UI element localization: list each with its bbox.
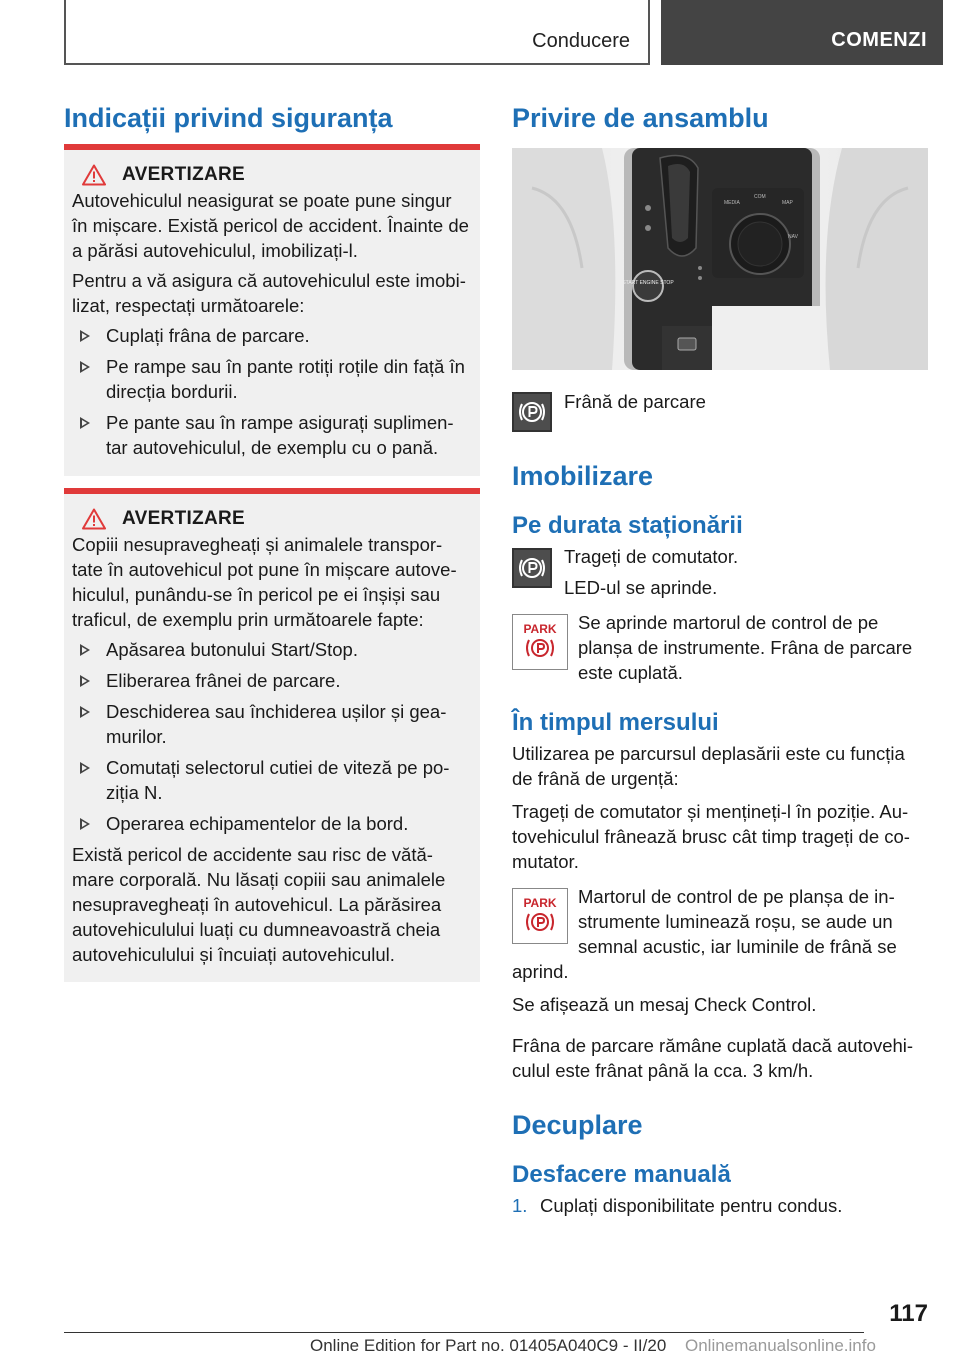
list-item: Pe rampe sau în pante rotiți roțile din față în direcția bordurii.: [72, 354, 472, 404]
stationing-text: LED-ul se aprinde.: [564, 577, 718, 598]
list-item: Deschiderea sau închiderea ușilor și gea-murilor.: [72, 699, 472, 749]
list-item: Comutați selectorul cutiei de viteză pe po-ziția N.: [72, 755, 472, 805]
moving-text: Se afișează un mesaj Check Control.: [512, 994, 817, 1015]
footer-divider: [64, 1332, 864, 1333]
bullet-triangle-icon: [80, 675, 90, 687]
parking-brake-caption: Frână de parcare: [564, 391, 706, 412]
header-chapter-title: COMENZI: [831, 29, 927, 51]
overview-heading: Privire de ansamblu: [512, 103, 769, 133]
right-column: [512, 100, 928, 1218]
manual-release-heading: Desfacere manuală: [512, 1161, 731, 1188]
step-text: Cuplați disponibilitate pentru condus.: [540, 1195, 843, 1216]
stationing-text: Trageți de comutator.: [564, 546, 739, 567]
stationing-heading: Pe durata staționării: [512, 512, 743, 539]
stationing-step: [512, 548, 928, 600]
moving-text: Frâna de parcare rămâne cuplată dacă autovehi-culul este frânat până la cca. 3 km/h.: [512, 1035, 914, 1081]
warning-triangle-icon: [82, 508, 106, 530]
step-item: [512, 1193, 928, 1218]
moving-text: Utilizarea pe parcursul deplasării este cu funcția de frână de urgență:: [512, 743, 905, 789]
list-item: Pe pante sau în rampe asigurați suplimen-tar autovehiculul, de exemplu cu o pană.: [72, 410, 472, 460]
warning-label: AVERTIZARE: [122, 164, 245, 185]
page-number: 117: [889, 1300, 928, 1327]
list-item: Operarea echipamentelor de la bord.: [72, 811, 472, 836]
moving-text: Martorul de control de pe planșa de in-strumente luminează roșu, se aude un semnal acustic, iar luminile de frână se aprind.: [512, 886, 897, 982]
warning-text: Pentru a vă asigura că autovehiculul este imobi-lizat, respectați următoarele:: [72, 270, 466, 316]
parking-brake-icon: [512, 548, 552, 588]
list-item: Cuplați frâna de parcare.: [72, 323, 472, 348]
bullet-list: [72, 323, 472, 460]
bullet-triangle-icon: [80, 417, 90, 429]
warning-box-1: [64, 144, 480, 476]
bullet-triangle-icon: [80, 818, 90, 830]
parking-brake-legend: [512, 392, 928, 432]
parking-brake-icon: [512, 392, 552, 432]
safety-heading: Indicații privind siguranța: [64, 103, 393, 133]
bullet-triangle-icon: [80, 644, 90, 656]
bullet-triangle-icon: [80, 762, 90, 774]
park-indicator-icon: PARK: [512, 614, 568, 670]
header-section-title: Conducere: [532, 30, 630, 52]
warning-text: Există pericol de accidente sau risc de vătă-mare corporală. Nu lăsați copiii sau animalele nesupravegheați în autovehicul. La părăsirea autovehiculului luați cu dumneavoastră cheia autovehiculului și încuiați autovehiculul.: [72, 844, 446, 965]
com-label: COM: [754, 194, 766, 200]
footer-watermark: Onlinemanualsonline.info: [685, 1336, 876, 1355]
warning-box-2: [64, 488, 480, 982]
moving-heading: În timpul mersului: [512, 709, 719, 736]
bullet-triangle-icon: [80, 706, 90, 718]
footer-edition: Online Edition for Part no. 01405A040C9 - II/20: [310, 1336, 667, 1355]
center-console-illustration: [512, 148, 928, 370]
list-item: Apăsarea butonului Start/Stop.: [72, 637, 472, 662]
left-column: [64, 100, 480, 982]
list-item: Eliberarea frânei de parcare.: [72, 668, 472, 693]
warning-text: Autovehiculul neasigurat se poate pune singur în mișcare. Există pericol de accident. Înainte de a părăsi autovehiculul, imobilizați-l.: [72, 190, 469, 261]
immobilisation-heading: Imobilizare: [512, 461, 654, 491]
decouple-heading: Decuplare: [512, 1110, 643, 1140]
header-chapter-tab: [661, 0, 943, 65]
park-indicator-row: [512, 614, 928, 685]
bullet-triangle-icon: [80, 361, 90, 373]
bullet-list: [72, 637, 472, 836]
step-number: 1.: [512, 1195, 528, 1216]
warning-triangle-icon: [82, 164, 106, 186]
start-stop-label: START ENGINE STOP: [622, 280, 674, 286]
bullet-triangle-icon: [80, 330, 90, 342]
moving-text: Trageți de comutator și mențineți-l în poziție. Au-tovehiculul frânează brusc cât timp trageți de co-mutator.: [512, 801, 910, 872]
warning-text: Copiii nesupravegheați și animalele transpor-tate în autovehicul pot pune în mișcare autove-hiculul, punându-se în pericol pe ei înșiși sau traficul, de exemplu prin următoarele fapte:: [72, 534, 457, 630]
media-label: MEDIA: [724, 200, 740, 206]
header-section-box: [64, 0, 650, 65]
nav-label: NAV: [788, 234, 798, 240]
warning-label: AVERTIZARE: [122, 508, 245, 529]
moving-warning-row: [512, 884, 928, 984]
center-console-photo: [512, 148, 928, 370]
park-indicator-icon: PARK: [512, 888, 568, 944]
stationing-text: Se aprinde martorul de control de pe planșa de instrumente. Frâna de parcare este cuplată.: [578, 612, 913, 683]
map-label: MAP: [782, 200, 793, 206]
